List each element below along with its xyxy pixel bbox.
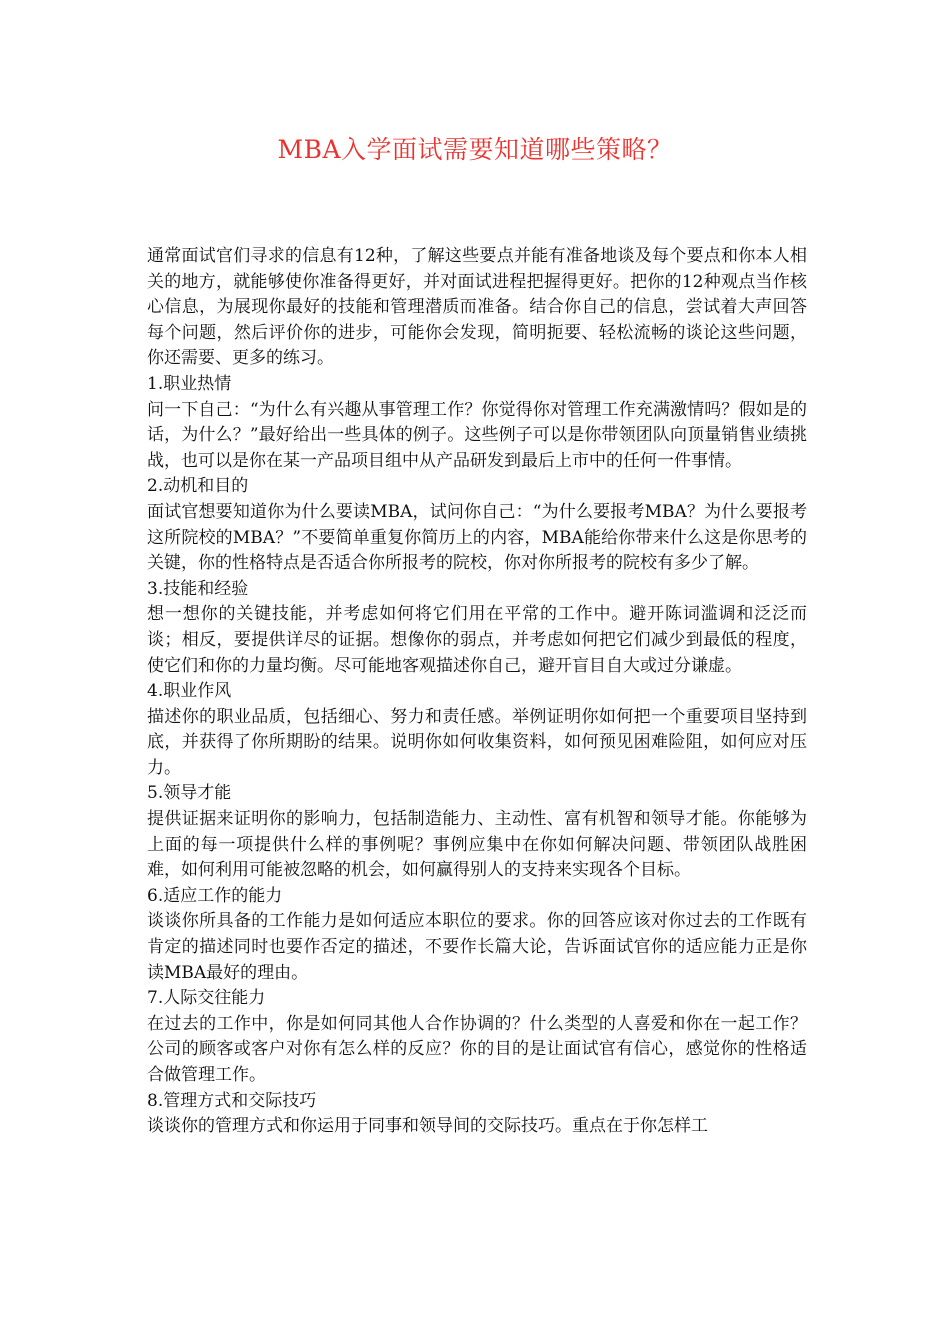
section-text-3: 想一想你的关键技能，并考虑如何将它们用在平常的工作中。避开陈词滥调和泛泛而谈；相反，要提供详尽的证据。想像你的弱点，并考虑如何把它们减少到最低的程度，使它们和你的力量均衡。尽可能地客观描述你自己，避开盲目自大或过分谦虚。 xyxy=(147,604,807,676)
section-heading-7: 7.人际交往能力 xyxy=(147,988,266,1009)
section-text-1: 问一下自己：“为什么有兴趣从事管理工作？你觉得你对管理工作充满激情吗？假如是的话，为什么？”最好给出一些具体的例子。这些例子可以是你带领团队向顶量销售业绩挑战，也可以是你在某一产品项目组中从产品研发到最后上市中的任何一件事情。 xyxy=(147,399,807,471)
document-title: MBA入学面试需要知道哪些策略？ xyxy=(277,135,673,164)
section-text-4: 描述你的职业品质，包括细心、努力和责任感。举例证明你如何把一个重要项目坚持到底，并获得了你所期盼的结果。说明你如何收集资料，如何预见困难险阻，如何应对压力。 xyxy=(147,706,807,778)
section-text-8: 谈谈你的管理方式和你运用于同事和领导间的交际技巧。重点在于你怎样工 xyxy=(147,1116,708,1137)
section-heading-2: 2.动机和目的 xyxy=(147,476,249,497)
section-text-5: 提供证据来证明你的影响力，包括制造能力、主动性、富有机智和领导才能。你能够为上面的每一项提供什么样的事例呢？事例应集中在你如何解决问题、带领团队战胜困难，如何利用可能被忽略的机会，如何赢得别人的支持来实现各个目标。 xyxy=(147,809,807,881)
section-heading-6: 6.适应工作的能力 xyxy=(147,885,283,906)
section-text-7: 在过去的工作中，你是如何同其他人合作协调的？什么类型的人喜爱和你在一起工作？公司的顾客或客户对你有怎么样的反应？你的目的是让面试官有信心，感觉你的性格适合做管理工作。 xyxy=(147,1013,807,1085)
document-body xyxy=(147,244,807,1140)
section-text-2: 面试官想要知道你为什么要读MBA，试问你自己：“为什么要报考MBA？为什么要报考这所院校的MBA？”不要简单重复你简历上的内容，MBA能给你带来什么这是你思考的关键，你的性格特点是否适合你所报考的院校，你对你所报考的院校有多少了解。 xyxy=(147,501,807,574)
section-heading-1: 1.职业热情 xyxy=(147,373,232,394)
section-heading-4: 4.职业作风 xyxy=(147,681,232,702)
section-heading-3: 3.技能和经验 xyxy=(147,578,249,599)
intro-paragraph: 通常面试官们寻求的信息有12种，了解这些要点并能有准备地谈及每个要点和你本人相关的地方，就能够使你准备得更好，并对面试进程把握得更好。把你的12种观点当作核心信息，为展现你最好的技能和管理潜质而准备。结合你自己的信息，尝试着大声回答每个问题，然后评价你的进步，可能你会发现，简明扼要、轻松流畅的谈论这些问题，你还需要、更多的练习。 xyxy=(147,246,807,369)
section-heading-8: 8.管理方式和交际技巧 xyxy=(147,1090,317,1111)
section-text-6: 谈谈你所具备的工作能力是如何适应本职位的要求。你的回答应该对你过去的工作既有肯定的描述同时也要作否定的描述，不要作长篇大论，告诉面试官你的适应能力正是你读MBA最好的理由。 xyxy=(147,911,807,983)
section-heading-5: 5.领导才能 xyxy=(147,783,232,804)
